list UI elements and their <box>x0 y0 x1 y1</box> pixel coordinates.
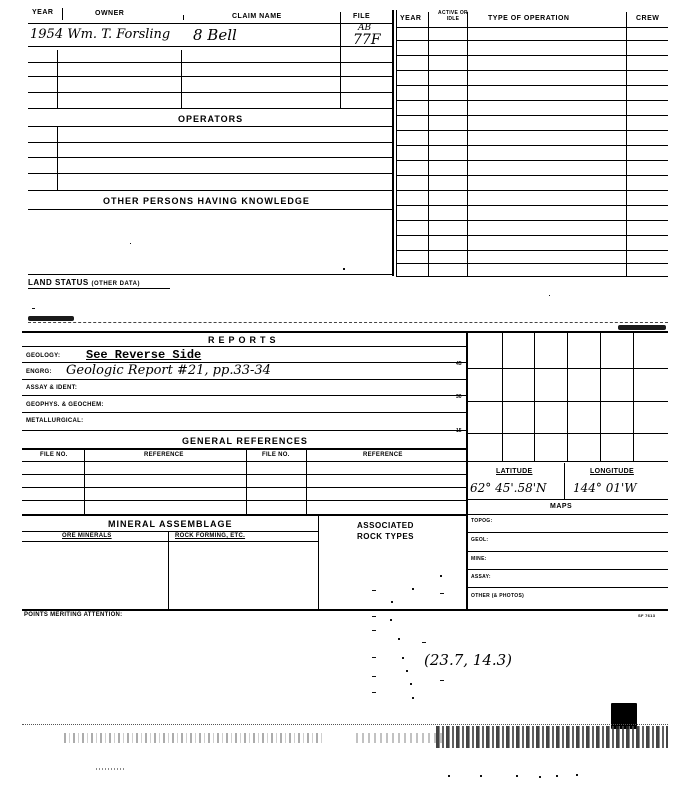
points-meriting-label: POINTS MERITING ATTENTION: <box>24 612 123 618</box>
engrg-value: Geologic Report #21, pp.33-34 <box>66 363 271 378</box>
latitude-value: 62° 45'.58'N <box>470 481 547 495</box>
geology-label: GEOLOGY: <box>26 353 61 359</box>
ore-minerals-label: ORE MINERALS <box>62 533 112 539</box>
active-idle-header: ACTIVE OR IDLE <box>438 10 468 22</box>
mineral-assemblage-title: MINERAL ASSEMBLAGE <box>108 519 233 529</box>
claim-name-header: CLAIM NAME <box>232 13 282 20</box>
maps-geol: GEOL: <box>471 537 489 543</box>
assay-label: ASSAY & IDENT: <box>26 385 78 391</box>
scan-smudge-right <box>618 325 666 330</box>
owner-year-entry: 1954 Wm. T. Forsling <box>30 27 171 42</box>
margin-number-15: 15 <box>456 428 462 434</box>
ref-file-no-1: FILE NO. <box>40 452 68 458</box>
crew-header: CREW <box>636 15 660 22</box>
geology-value: See Reverse Side <box>86 348 202 362</box>
longitude-value: 144° 01'W <box>573 481 637 495</box>
scan-noise-bottom <box>96 768 126 770</box>
file-entry-bottom: 77F <box>353 32 381 48</box>
file-entry-top: AB <box>358 23 372 33</box>
maps-mine: MINE: <box>471 556 487 562</box>
latitude-label: LATITUDE <box>496 468 533 475</box>
ref-file-no-2: FILE NO. <box>262 452 290 458</box>
ref-reference-2: REFERENCE <box>363 452 403 458</box>
maps-other: OTHER (& PHOTOS) <box>471 593 525 599</box>
ref-reference-1: REFERENCE <box>144 452 184 458</box>
scan-smudge-left <box>28 316 74 321</box>
general-references-title: GENERAL REFERENCES <box>182 436 308 446</box>
scan-noise-left <box>64 733 324 743</box>
file-header: FILE <box>353 13 371 20</box>
maps-topog: TOPOG: <box>471 518 493 524</box>
margin-number-45: 45 <box>456 361 462 367</box>
rock-forming-label: ROCK FORMING, ETC. <box>175 533 246 539</box>
scan-noise-mid <box>356 733 446 743</box>
form-number: SF 7613 <box>638 613 656 618</box>
year-header: YEAR <box>32 9 54 16</box>
claim-name-entry: 8 Bell <box>193 26 237 44</box>
type-operation-header: TYPE OF OPERATION <box>488 15 570 22</box>
coordinate-note: (23.7, 14.3) <box>424 651 513 669</box>
maps-title: MAPS <box>550 503 573 510</box>
longitude-label: LONGITUDE <box>590 468 634 475</box>
rock-types-label: ROCK TYPES <box>357 532 415 541</box>
margin-number-30: 30 <box>456 394 462 400</box>
other-persons-label: OTHER PERSONS HAVING KNOWLEDGE <box>103 196 310 206</box>
op-year-header: YEAR <box>400 15 422 22</box>
land-status-label: LAND STATUS (OTHER DATA) <box>28 278 140 287</box>
metallurgical-label: METALLURGICAL: <box>26 418 84 424</box>
geophys-label: GEOPHYS. & GEOCHEM: <box>26 402 104 408</box>
owner-header: OWNER <box>95 10 125 17</box>
scan-noise-right <box>436 726 668 748</box>
maps-assay: ASSAY: <box>471 574 491 580</box>
engrg-label: ENGRG: <box>26 369 52 375</box>
reports-title: REPORTS <box>208 335 280 345</box>
operators-label: OPERATORS <box>178 114 244 124</box>
associated-label: ASSOCIATED <box>357 521 414 530</box>
